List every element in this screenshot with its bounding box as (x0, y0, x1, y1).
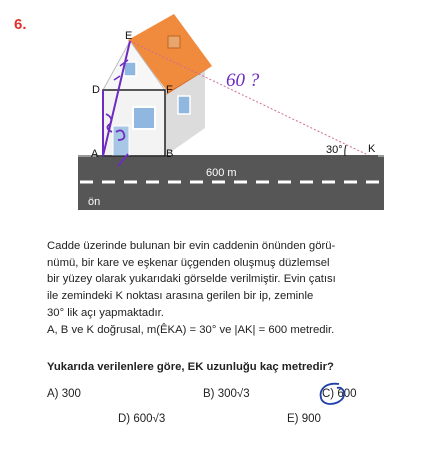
question-number: 6. (14, 16, 27, 33)
handwritten-note: 60 ? (226, 70, 260, 91)
option-value: 900 (301, 413, 321, 425)
label-D: D (92, 84, 100, 96)
problem-text (47, 238, 399, 338)
option-b[interactable] (203, 388, 250, 400)
option-letter: D) (118, 413, 131, 425)
option-a[interactable] (47, 388, 81, 400)
option-letter: E) (287, 413, 299, 425)
question-text: Yukarıda verilenlere göre, EK uzunluğu kaç metredir? (47, 361, 334, 373)
road (78, 155, 384, 210)
gable-window (124, 62, 136, 76)
front-window (133, 107, 155, 129)
label-K: K (368, 143, 376, 155)
option-letter: C) (322, 388, 335, 400)
text-line: ile zemindeki K noktası arasına gerilen bir ip, zeminle (47, 290, 314, 303)
option-value: 600 (337, 388, 357, 400)
option-letter: B) (203, 388, 215, 400)
answer-circle-mark (315, 380, 355, 410)
text-line: nümü, bir kare ve eşkenar üçgenden oluşmuş düzlemsel (47, 256, 330, 269)
option-e[interactable] (287, 413, 321, 425)
front-label: ön (88, 196, 101, 208)
option-value: 300√3 (217, 388, 250, 400)
side-window (178, 96, 190, 114)
angle-label: 30° (326, 144, 343, 156)
label-B: B (166, 148, 174, 160)
option-value: 600√3 (133, 413, 166, 425)
angle-arc (345, 145, 346, 156)
option-value: 300 (61, 388, 81, 400)
text-line: Cadde üzerinde bulunan bir evin caddenin önünden görü- (47, 240, 336, 252)
label-E: E (125, 30, 133, 42)
text-line: 30° lik açı yapmaktadır. (47, 306, 164, 319)
option-letter: A) (47, 388, 59, 400)
distance-label: 600 m (206, 167, 237, 179)
text-line: bir yüzey olarak yukarıdaki görselde verilmiştir. Evin çatısı (47, 273, 336, 286)
label-F: F (166, 84, 173, 96)
text-line: A, B ve K doğrusal, m(ÊKA) = 30° ve |AK| = 600 metredir. (47, 323, 335, 336)
label-A: A (91, 148, 99, 160)
option-d[interactable] (118, 413, 165, 425)
